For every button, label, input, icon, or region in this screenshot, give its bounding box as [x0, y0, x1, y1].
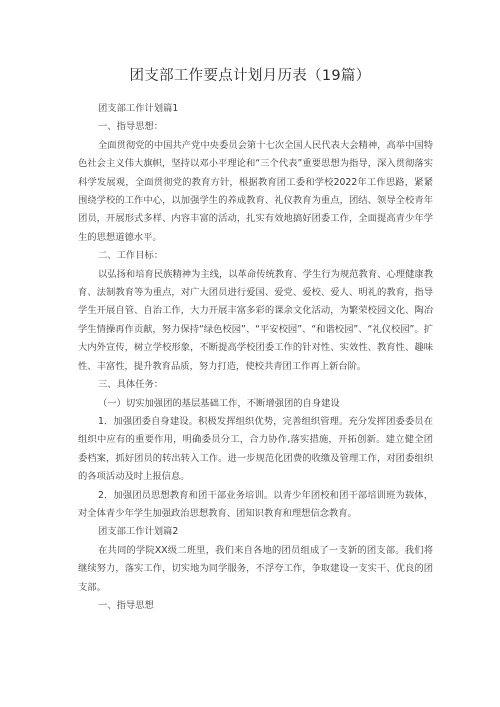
section-heading: 一、指导思想 [98, 599, 154, 611]
document-body [78, 100, 433, 615]
paragraph: 在共同的学院XX级二班里，我们来自各地的团员组成了一支新的团支部。我们将继续努力，落实工作，切实地为同学服务，不浮夸工作，争取建设一支实干、优良的团支部。 [78, 544, 433, 593]
paragraph: 以弘扬和培育民族精神为主线，以革命传统教育、学生行为规范教育、心理健康教育、法制教育等为重点，对广大团员进行爱国、爱党、爱校、爱人、明礼的教育，指导学生开展自管、自治工作，大力开展丰富多彩的课余文化活动，为繁荣校园文化、陶冶学生情操再作贡献，努力保持“绿色校园”、“平安校园”、“和谐校园”、“礼仪校园”。扩大内外宣传，树立学校形象，不断提高学校团委工作的针对性、实效性、教育性、趣味性、丰富性，提升教育品质，努力打造，使校共青团工作再上新台阶。 [78, 268, 433, 372]
section-heading: 三、具体任务： [98, 379, 164, 391]
section-heading: 团支部工作计划篇2 [98, 526, 179, 538]
paragraph: 1．加强团委自身建设。积极发挥组织优势，完善组织管理。充分发挥团委委员在组织中应有的重要作用，明确委员分工，合力协作,落实措施，开拓创新。建立健全团委档案，抓好团员的转出转入工作。进一步规范化团费的收缴及管理工作，对团委组织的各项活动及时上报信息。 [78, 415, 433, 483]
paragraph: 2．加强团员思想教育和团干部业务培训。以青少年团校和团干部培训班为载体，对全体青少年学生加强政治思想教育、团知识教育和理想信念教育。 [78, 489, 433, 519]
section-heading: 团支部工作计划篇1 [98, 103, 179, 114]
section-heading: 一、指导思想： [98, 121, 164, 133]
document-title: 团支部工作要点计划月历表（19篇） [129, 68, 371, 84]
section-heading: 二、工作目标： [98, 250, 164, 262]
paragraph: 全面贯彻党的中国共产党中央委员会第十七次全国人民代表大会精神，高举中国特色社会主义伟大旗帜，坚持以邓小平理论和“三个代表”重要思想为指导，深入贯彻落实科学发展观，全面贯彻党的教育方针，根据教育团工委和学校2022年工作思路，紧紧围绕学校的工作中心，以加强学生的养成教育、礼仪教育为重点，团结、领导全校青年团员，开展形式多样、内容丰富的活动，扎实有效地搞好团委工作，全面提高青少年学生的思想道德水平。 [78, 139, 433, 243]
subsection-heading: （一）切实加强团的基层基础工作，不断增强团的自身建设 [98, 397, 340, 409]
